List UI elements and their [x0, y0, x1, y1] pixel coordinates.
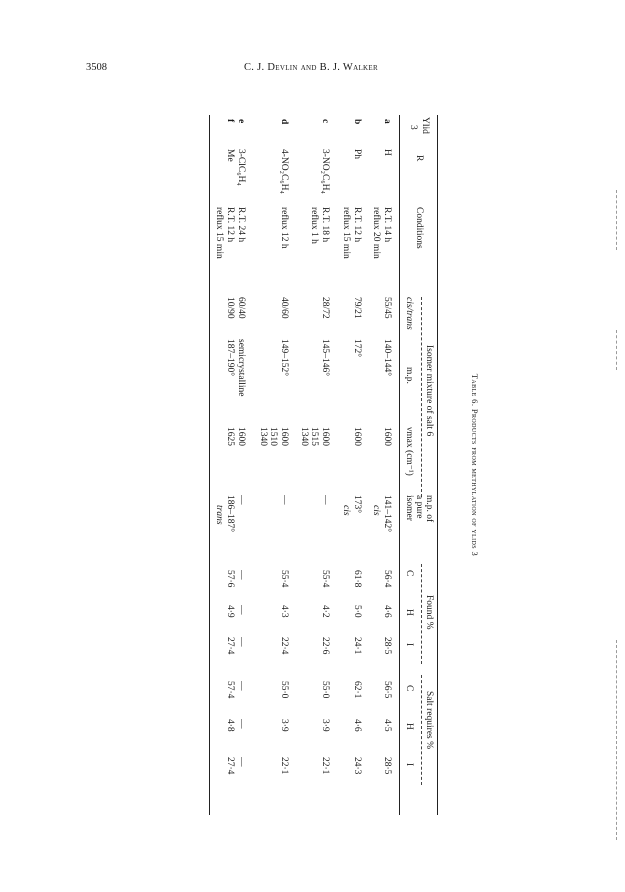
header-found-c: C — [404, 570, 414, 577]
table-row-found-value: 61·8 — [352, 570, 362, 588]
running-head: C. J. Devlin and B. J. Walker — [244, 62, 378, 73]
table-row-requires-value: 3·9 — [320, 719, 330, 732]
table-row-r: 4-NO₂C₆H₄ — [279, 149, 289, 194]
table-row-ratio: 55/45 — [382, 297, 392, 319]
table-row-r: 3-ClC₆H₄ — [236, 149, 246, 186]
header-vmax: νmax (cm⁻¹) — [404, 427, 414, 476]
table-row-requires-value: 55·0 — [279, 681, 289, 699]
table-row-mp: 140–144° — [382, 339, 392, 377]
header-r: R — [414, 155, 424, 162]
table-row-pure-mp: — — [279, 495, 289, 505]
table-row-pure-mp: 141–142° — [382, 495, 392, 533]
table-row-condition: R.T. 12 h — [352, 207, 362, 243]
table-row-condition: reflux 12 h — [279, 207, 289, 249]
table-row-requires-value: 4·5 — [382, 719, 392, 732]
table-row-found-value: 57·6 — [225, 570, 235, 588]
header-isomer: isomer — [404, 495, 414, 521]
table-row-ratio: 28/72 — [320, 297, 330, 319]
table-row-found-value: 4·3 — [279, 605, 289, 618]
table-row-found-value: 24·1 — [352, 637, 362, 655]
table-header-rule — [399, 115, 400, 815]
table-row-found-value: 4·9 — [225, 605, 235, 618]
table-row-found-value: 4·2 — [320, 605, 330, 618]
table-row-pure-mp: cis — [371, 505, 382, 516]
rotated-table — [212, 115, 480, 815]
table-row-requires-value: 62·1 — [352, 681, 362, 699]
table-row-requires-value: 4·8 — [225, 719, 235, 732]
table-row-vmax: 1510 — [268, 427, 279, 446]
table-row-requires-value: 22·1 — [320, 757, 330, 775]
table-row-mp: 145–146° — [320, 339, 330, 377]
header-found-i: I — [404, 643, 414, 647]
table-caption: Table 6. Products from methylation of ylids 3 — [470, 373, 480, 557]
header-found-h: H — [404, 609, 414, 616]
table-row-condition: R.T. 18 h — [320, 207, 330, 243]
header-cis-trans: cis/trans — [404, 297, 414, 330]
table-row-mp: 172° — [352, 339, 362, 358]
table-row-vmax: 1600 — [236, 427, 246, 446]
table-row-pure-mp: 173° — [352, 495, 362, 514]
table-row-ylid: b — [352, 119, 362, 125]
table-row-vmax: 1600 — [320, 427, 330, 446]
table-row-found-value: — — [236, 570, 246, 580]
table-row-ylid: f — [225, 119, 235, 123]
table-row-ratio: 40/60 — [279, 297, 289, 319]
table-row-condition: reflux 20 min — [371, 207, 382, 259]
table-row-requires-value: — — [236, 719, 246, 729]
table-row-r: 3-NO₂C₆H₄ — [320, 149, 330, 194]
table-row-vmax: 1600 — [279, 427, 289, 446]
table-row-vmax: 1600 — [352, 427, 362, 446]
table-row-ylid: e — [236, 119, 246, 124]
table-bottom-rule — [209, 115, 210, 815]
table-row-found-value: 4·6 — [382, 605, 392, 618]
scan-edge-mark — [616, 190, 617, 250]
table-row-vmax: 1340 — [299, 427, 309, 446]
header-mp: m.p. — [404, 367, 414, 384]
table-row-found-value: 5·0 — [352, 605, 362, 618]
table-row-requires-value: 56·5 — [382, 681, 392, 699]
table-row-found-value: 22·6 — [320, 637, 330, 655]
header-mp-of: m.p. of — [424, 495, 434, 523]
header-ylid: Ylid — [420, 117, 430, 134]
table-row-requires-value: 28·5 — [382, 757, 392, 775]
table-top-rule — [437, 115, 438, 815]
table-row-r: Me — [225, 149, 235, 162]
table-row-ylid: a — [382, 119, 392, 124]
table-row-requires-value: 57·4 — [225, 681, 235, 699]
header-salt-h: H — [404, 723, 414, 730]
table-row-vmax: 1600 — [382, 427, 392, 446]
table-row-found-value: 22·4 — [279, 637, 289, 655]
table-row-condition: reflux 15 min — [214, 207, 225, 259]
header-isomer-mixture: Isomer mixture of salt 6 — [424, 345, 434, 437]
header-salt-requires: Salt requires % — [424, 691, 434, 750]
table-row-requires-value: 22·1 — [279, 757, 289, 775]
table-row-vmax: 1340 — [258, 427, 268, 446]
table-row-ylid: d — [279, 119, 289, 125]
table-row-pure-mp: — — [320, 495, 330, 505]
scan-edge-mark — [616, 640, 617, 840]
header-salt-c: C — [404, 685, 414, 692]
table-row-requires-value: 4·6 — [352, 719, 362, 732]
found-span-rule — [421, 564, 422, 664]
table-row-condition: reflux 15 min — [341, 207, 352, 259]
table-row-pure-mp: cis — [341, 505, 352, 516]
table-row-mp: 149–152° — [279, 339, 289, 377]
table-row-pure-mp: trans — [214, 505, 225, 525]
header-conditions: Conditions — [414, 207, 424, 249]
table-row-found-value: 28·5 — [382, 637, 392, 655]
table-row-pure-mp: 186–187° — [225, 495, 235, 533]
table-row-condition: R.T. 24 h — [236, 207, 246, 243]
table-row-found-value: 55·4 — [320, 570, 330, 588]
table-row-vmax: 1515 — [309, 427, 320, 446]
table-row-found-value: 55·4 — [279, 570, 289, 588]
table-row-ylid: c — [320, 119, 330, 124]
table-row-ratio: 10/90 — [225, 297, 235, 319]
table-row-ratio: 60/40 — [236, 297, 246, 319]
page-number: 3508 — [86, 62, 107, 73]
table-row-requires-value: 3·9 — [279, 719, 289, 732]
isomer-mixture-span-rule — [421, 297, 422, 497]
header-ylid-number: 3 — [408, 125, 418, 130]
table-row-requires-value: — — [236, 681, 246, 691]
table-row-ratio: 79/21 — [352, 297, 362, 319]
table-row-r: H — [382, 149, 392, 156]
header-salt-i: I — [404, 763, 414, 767]
header-found: Found % — [424, 595, 434, 630]
table-row-found-value: — — [236, 637, 246, 647]
table-row-r: Ph — [352, 149, 362, 160]
table-row-condition: R.T. 14 h — [382, 207, 392, 243]
table-row-mp: semicrystalline — [236, 339, 246, 397]
table-row-found-value: 56·4 — [382, 570, 392, 588]
table-row-requires-value: 24·3 — [352, 757, 362, 775]
table-row-requires-value: 27·4 — [225, 757, 235, 775]
scan-edge-mark — [616, 330, 617, 370]
table-row-pure-mp: — — [236, 495, 246, 505]
table-row-mp: 187–190° — [225, 339, 235, 377]
header-a-pure: a pure — [414, 495, 424, 519]
table-row-found-value: — — [236, 605, 246, 615]
table-row-condition: R.T. 12 h — [225, 207, 235, 243]
table-row-found-value: 27·4 — [225, 637, 235, 655]
table-row-vmax: 1625 — [225, 427, 235, 446]
salt-requires-span-rule — [421, 675, 422, 785]
table-row-requires-value: 55·0 — [320, 681, 330, 699]
table-row-requires-value: — — [236, 757, 246, 767]
table-row-condition: reflux 1 h — [309, 207, 320, 244]
